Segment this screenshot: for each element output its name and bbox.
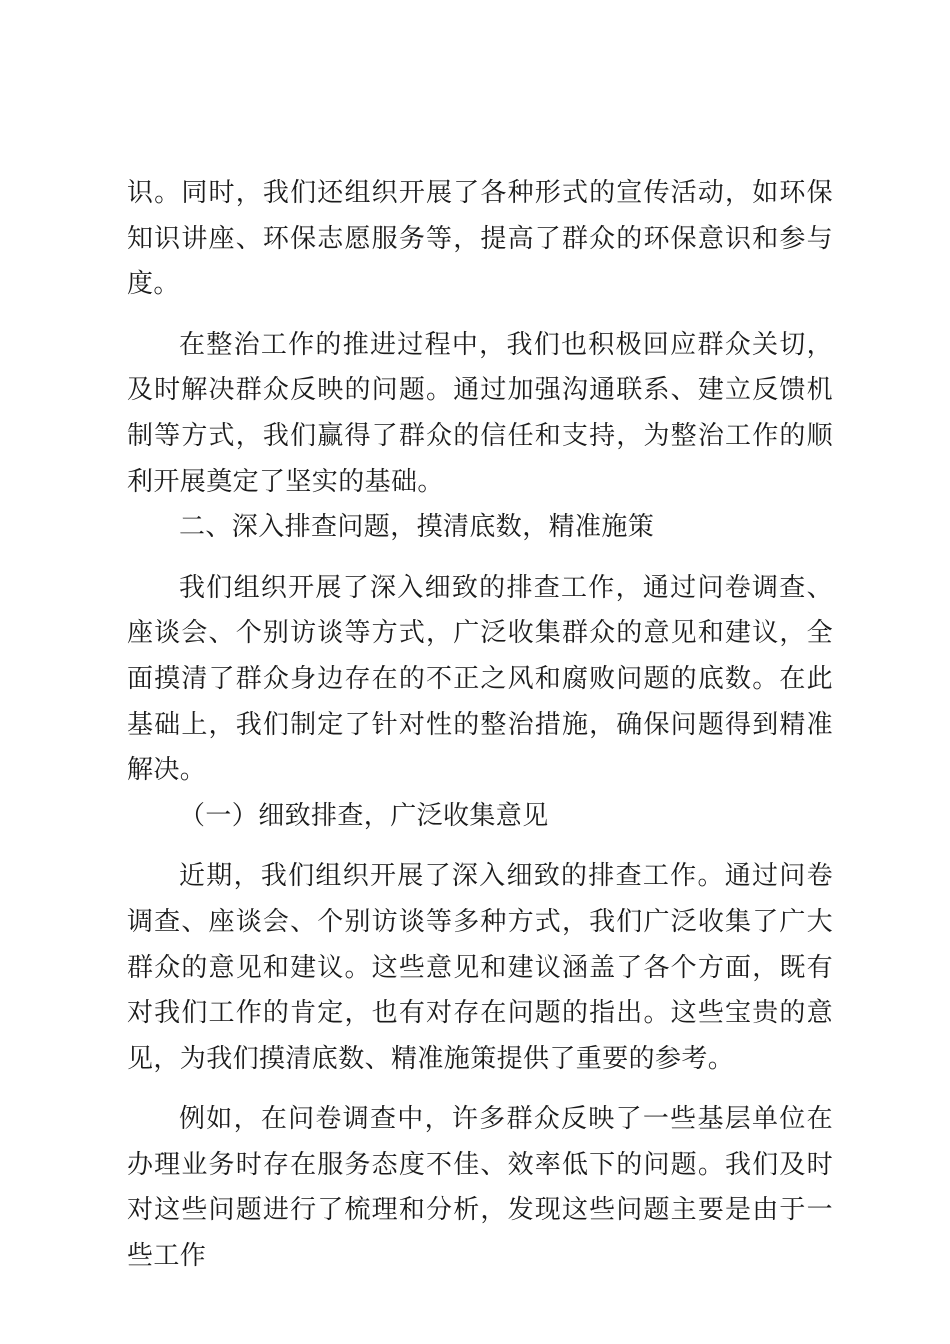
paragraph-5: 例如，在问卷调查中，许多群众反映了一些基层单位在办理业务时存在服务态度不佳、效率低下的问题。我们及时对这些问题进行了梳理和分析，发现这些问题主要是由于一些工作: [127, 1104, 833, 1272]
subsection-heading-1: （一）细致排查，广泛收集意见: [179, 800, 549, 831]
section-heading-2: 二、深入排查问题，摸清底数，精准施策: [179, 512, 655, 543]
paragraph-2: 在整治工作的推进过程中，我们也积极回应群众关切，及时解决群众反映的问题。通过加强沟通联系、建立反馈机制等方式，我们赢得了群众的信任和支持，为整治工作的顺利开展奠定了坚实的基础。: [127, 329, 833, 497]
paragraph-1: 识。同时，我们还组织开展了各种形式的宣传活动，如环保知识讲座、环保志愿服务等，提高了群众的环保意识和参与度。: [127, 178, 833, 300]
paragraph-4: 近期，我们组织开展了深入细致的排查工作。通过问卷调查、座谈会、个别访谈等多种方式，我们广泛收集了广大群众的意见和建议。这些意见和建议涵盖了各个方面，既有对我们工作的肯定，也有对存在问题的指出。这些宝贵的意见，为我们摸清底数、精准施策提供了重要的参考。: [127, 861, 833, 1074]
document-body: [127, 171, 833, 1280]
paragraph-3: 我们组织开展了深入细致的排查工作，通过问卷调查、座谈会、个别访谈等方式，广泛收集群众的意见和建议，全面摸清了群众身边存在的不正之风和腐败问题的底数。在此基础上，我们制定了针对性的整治措施，确保问题得到精准解决。: [127, 572, 833, 786]
